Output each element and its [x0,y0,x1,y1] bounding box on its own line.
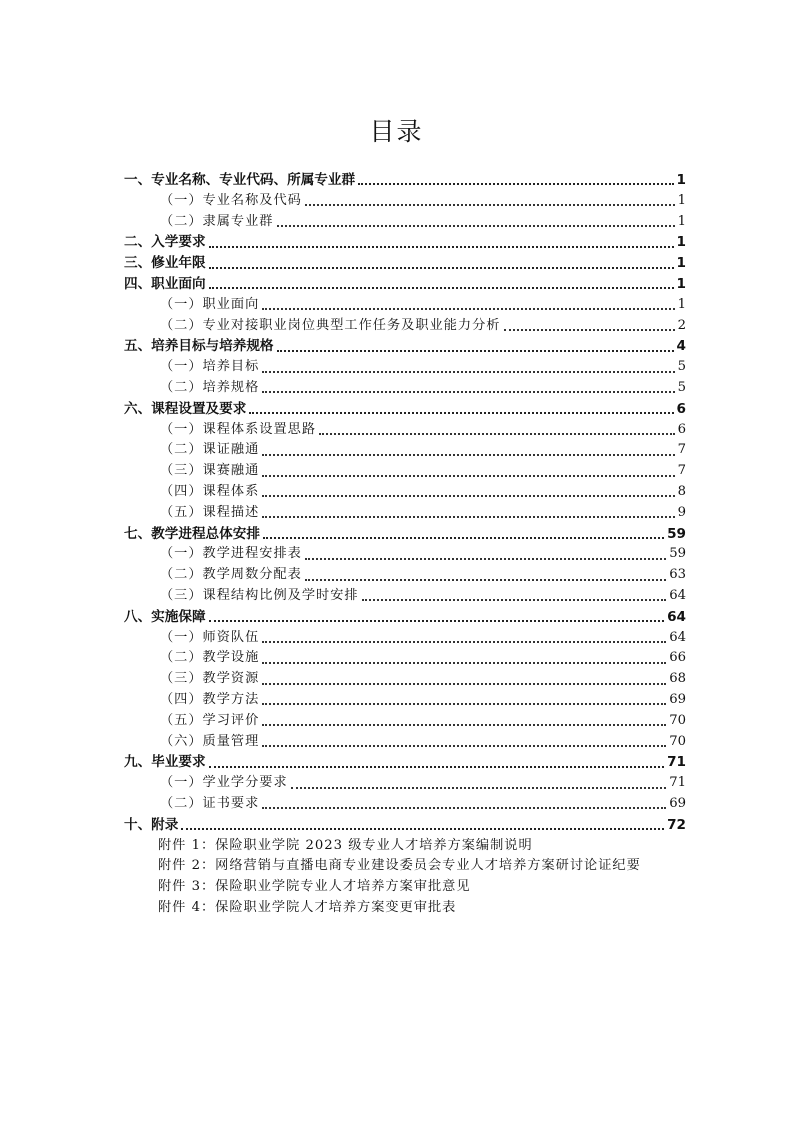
dot-leader [249,412,673,414]
dot-leader [262,371,674,373]
dot-leader [209,766,665,768]
toc-section-entry[interactable] [124,544,686,565]
toc-section-entry[interactable] [124,565,686,586]
dot-leader [504,329,675,331]
toc-chapter-entry[interactable] [124,607,686,628]
toc-section-entry[interactable] [124,378,686,399]
dot-leader [262,641,666,643]
toc-entry-label: （一）培养目标 [160,359,260,375]
dot-leader [262,807,666,809]
toc-entry-label: 六、课程设置及要求 [124,400,247,417]
toc-section-entry[interactable] [124,690,686,711]
toc-section-entry[interactable] [124,482,686,503]
toc-section-entry[interactable] [124,794,686,815]
appendix-item[interactable]: 附件 4：保险职业学院人才培养方案变更审批表 [158,899,457,915]
dot-leader [262,308,674,310]
dot-leader [263,537,664,539]
toc-chapter-entry[interactable] [124,253,686,274]
toc-page-number: 69 [669,691,686,707]
toc-entry-label: （一）专业名称及代码 [160,192,302,208]
toc-entry-label: （二）教学周数分配表 [160,567,302,583]
dot-leader [209,246,674,248]
toc-chapter-entry[interactable] [124,170,686,191]
toc-section-entry[interactable] [124,628,686,649]
toc-page-number: 59 [669,546,686,562]
toc-entry-label: 三、修业年限 [124,255,206,272]
dot-leader [305,579,666,581]
toc-page-number: 1 [676,172,686,188]
toc-entry-label: 八、实施保障 [124,608,206,625]
toc-page-number: 2 [677,317,686,333]
toc-entry-label: （二）证书要求 [160,795,260,811]
toc-entry-label: （二）隶属专业群 [160,213,274,229]
toc-entry-label: （一）师资队伍 [160,629,260,645]
dot-leader [358,183,673,185]
toc-page-number: 8 [677,483,686,499]
dot-leader [209,287,674,289]
dot-leader [262,495,674,497]
dot-leader [262,662,666,664]
toc-section-entry[interactable] [124,669,686,690]
toc-entry-label: （五）课程描述 [160,504,260,520]
toc-page-number: 66 [669,650,686,666]
toc-entry-label: 七、教学进程总体安排 [124,525,260,542]
toc-section-entry[interactable] [124,773,686,794]
toc-entry-label: （一）职业面向 [160,296,260,312]
toc-entry-label: （二）培养规格 [160,379,260,395]
toc-entry-label: （三）教学资源 [160,671,260,687]
toc-page-number: 1 [676,255,686,272]
toc-page-number: 5 [677,379,686,395]
toc-section-entry[interactable] [124,191,686,212]
toc-section-entry[interactable] [124,420,686,441]
dot-leader [262,703,666,705]
toc-page-number: 9 [677,504,686,520]
toc-page-number: 5 [677,359,686,375]
dot-leader [262,516,674,518]
appendix-item[interactable]: 附件 3：保险职业学院专业人才培养方案审批意见 [158,879,471,895]
toc-entry-label: 五、培养目标与培养规格 [124,338,274,355]
appendix-item[interactable]: 附件 2：网络营销与直播电商专业建设委员会专业人才培养方案研讨论证纪要 [158,858,641,874]
toc-entry-label: 九、毕业要求 [124,754,206,771]
toc-page-number: 1 [677,296,686,312]
dot-leader [291,787,667,789]
toc-section-entry[interactable] [124,586,686,607]
toc-page-number: 1 [677,192,686,208]
toc-section-entry[interactable] [124,357,686,378]
toc-page-number: 71 [669,775,686,791]
toc-entry-label: （四）教学方法 [160,691,260,707]
toc-section-entry[interactable] [124,711,686,732]
dot-leader [209,267,674,269]
dot-leader [262,391,674,393]
toc-entry-label: （五）学习评价 [160,712,260,728]
toc-entry-label: 二、入学要求 [124,234,206,251]
toc-chapter-entry[interactable] [124,232,686,253]
dot-leader [262,683,666,685]
toc-section-entry[interactable] [124,648,686,669]
dot-leader [319,433,675,435]
toc-chapter-entry[interactable] [124,524,686,545]
toc-entry-label: （一）教学进程安排表 [160,546,302,562]
toc-chapter-entry[interactable] [124,399,686,420]
toc-page-number: 6 [676,400,686,417]
toc-page-number: 7 [677,442,686,458]
dot-leader [262,724,666,726]
toc-page-number: 1 [676,275,686,292]
toc-section-entry[interactable] [124,440,686,461]
toc-section-entry[interactable] [124,316,686,337]
toc-entry-label: 一、专业名称、专业代码、所属专业群 [124,172,356,188]
toc-section-entry[interactable] [124,461,686,482]
page-title: 目录 [369,117,424,146]
toc-chapter-entry[interactable] [124,752,686,773]
toc-entry-label: （六）质量管理 [160,733,260,749]
toc-page-number: 64 [669,587,686,603]
dot-leader [305,558,666,560]
table-of-contents [124,170,686,919]
toc-entry-label: （四）课程体系 [160,483,260,499]
toc-entry-label: 十、附录 [124,816,179,833]
dot-leader [262,475,674,477]
dot-leader [277,350,674,352]
toc-page-number: 68 [669,671,686,687]
dot-leader [181,828,664,830]
toc-page-number: 63 [669,567,686,583]
toc-page-number: 70 [669,712,686,728]
toc-section-entry[interactable] [124,295,686,316]
appendix-item[interactable]: 附件 1：保险职业学院 2023 级专业人才培养方案编制说明 [158,837,533,853]
toc-page-number: 71 [667,754,686,771]
toc-page-number: 64 [669,629,686,645]
toc-page-number: 4 [676,338,686,355]
dot-leader [362,599,667,601]
toc-page-number: 72 [667,816,686,833]
toc-page-number: 7 [677,463,686,479]
toc-entry-label: （一）课程体系设置思路 [160,421,317,437]
toc-page-number: 1 [676,234,686,251]
toc-chapter-entry[interactable] [124,336,686,357]
dot-leader [262,745,666,747]
toc-page-number: 59 [667,525,686,542]
toc-chapter-entry[interactable] [124,274,686,295]
toc-entry-label: （二）课证融通 [160,442,260,458]
toc-entry-label: （二）教学设施 [160,650,260,666]
toc-section-entry[interactable] [124,503,686,524]
toc-section-entry[interactable] [124,212,686,233]
toc-entry-label: （二）专业对接职业岗位典型工作任务及职业能力分析 [160,317,501,333]
dot-leader [262,454,674,456]
toc-page-number: 1 [677,213,686,229]
toc-page-number: 70 [669,733,686,749]
toc-chapter-entry[interactable] [124,815,686,836]
toc-entry-label: （三）课赛融通 [160,463,260,479]
toc-entry-label: （三）课程结构比例及学时安排 [160,587,359,603]
toc-page-number: 69 [669,795,686,811]
toc-list [124,170,686,836]
dot-leader [305,204,675,206]
toc-page-number: 64 [667,608,686,625]
toc-entry-label: （一）学业学分要求 [160,775,288,791]
toc-page-number: 6 [677,421,686,437]
toc-section-entry[interactable] [124,732,686,753]
dot-leader [209,620,665,622]
toc-entry-label: 四、职业面向 [124,275,206,292]
appendix-list [124,836,686,919]
dot-leader [277,225,675,227]
